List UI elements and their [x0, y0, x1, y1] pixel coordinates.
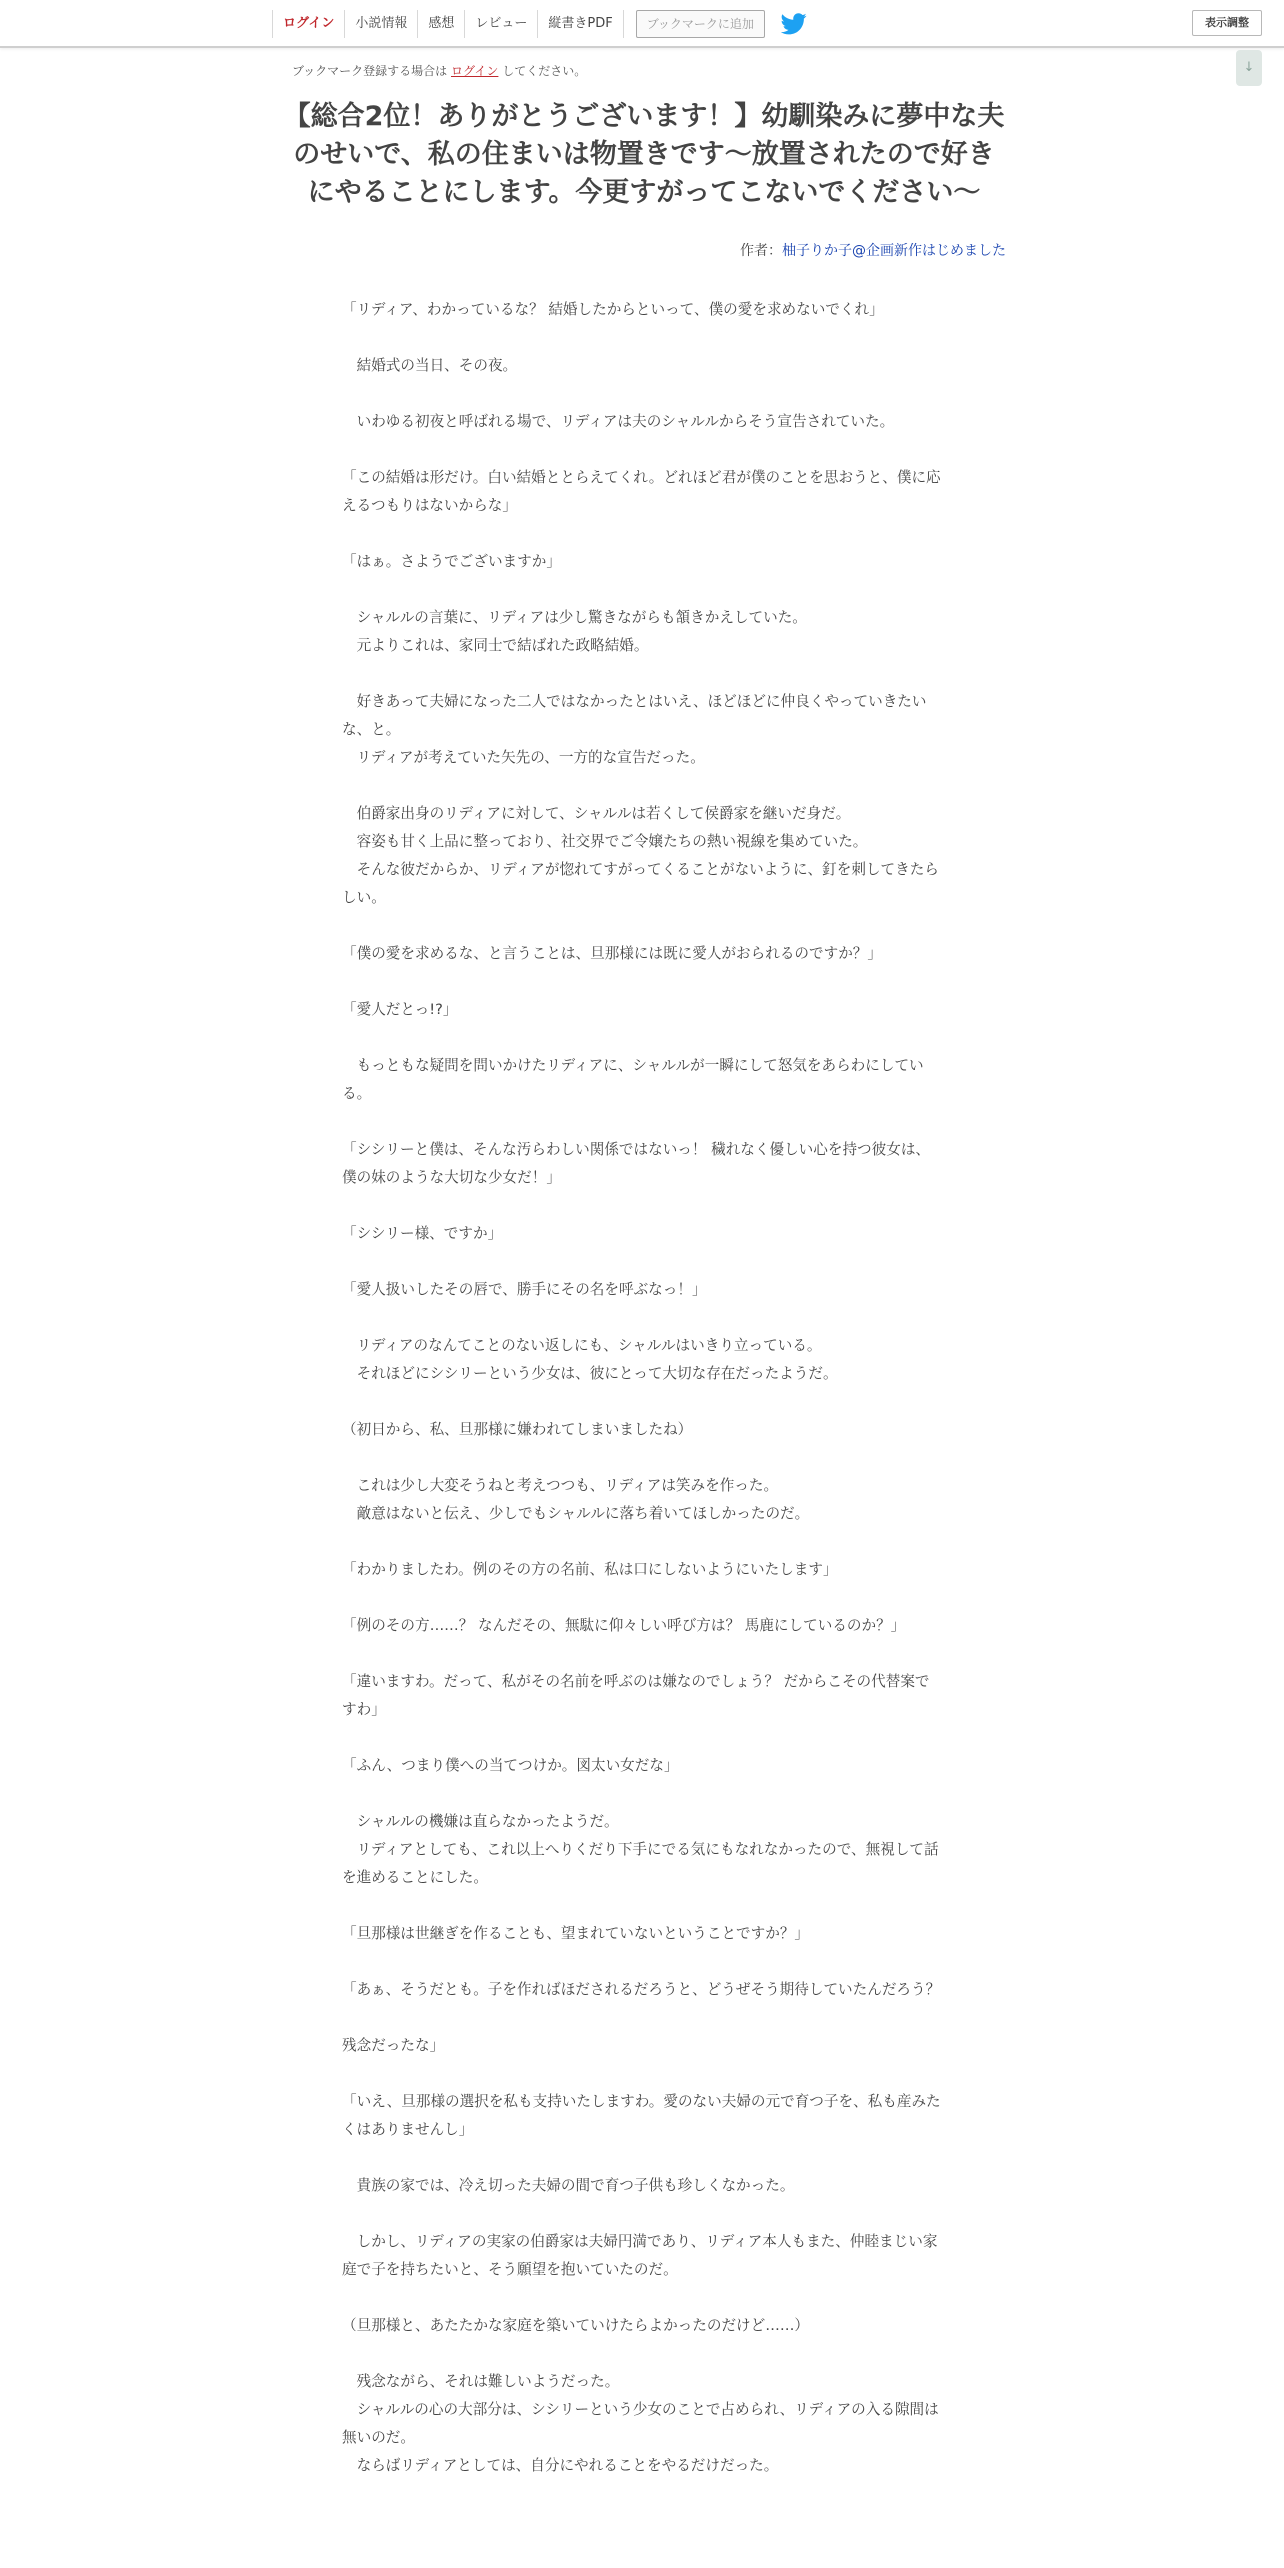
paragraph: 伯爵家出身のリディアに対して、シャルルは若くして侯爵家を継いだ身だ。	[342, 805, 851, 822]
paragraph: 「この結婚は形だけ。白い結婚ととらえてくれ。どれほど君が僕のことを思おうと、僕に応えるつもりはないからな」	[342, 469, 941, 514]
blank-line	[342, 1892, 942, 1920]
paragraph: 「旦那様は世継ぎを作ることも、望まれていないということですか？」	[342, 1925, 810, 1942]
paragraph: 「例のその方……？ なんだその、無駄に仰々しい呼び方は？ 馬鹿にしているのか？」	[342, 1617, 906, 1634]
blank-line	[342, 1192, 942, 1220]
bookmark-login-notice	[292, 62, 586, 79]
paragraph: シャルルの心の大部分は、シシリーという少女のことで占められ、リディアの入る隙間は無いのだ。	[342, 2401, 939, 2446]
paragraph: 敵意はないと伝え、少しでもシャルルに落ち着いてほしかったのだ。	[342, 1505, 810, 1522]
paragraph: いわゆる初夜と呼ばれる場で、リディアは夫のシャルルからそう宣告されていた。	[342, 413, 895, 430]
top-navigation-bar	[0, 0, 1284, 48]
blank-line	[342, 576, 942, 604]
novel-body-text	[342, 296, 942, 2480]
paragraph: 「シシリー様、ですか」	[342, 1225, 503, 1242]
blank-line	[342, 1388, 942, 1416]
blank-line	[342, 380, 942, 408]
blank-line	[342, 324, 942, 352]
blank-line	[342, 2144, 942, 2172]
paragraph: 残念ながら、それは難しいようだった。	[342, 2373, 620, 2390]
blank-line	[342, 1248, 942, 1276]
main-nav	[272, 8, 807, 39]
blank-line	[342, 1948, 942, 1976]
blank-line	[342, 520, 942, 548]
paragraph: 「僕の愛を求めるな、と言うことは、旦那様には既に愛人がおられるのですか？」	[342, 945, 882, 962]
paragraph: そんな彼だからか、リディアが惚れてすがってくることがないように、釘を刺してきたらしい。	[342, 861, 939, 906]
blank-line	[342, 1444, 942, 1472]
nav-impressions-link[interactable]: 感想	[417, 10, 464, 38]
paragraph: 「愛人だとっ!?」	[342, 1001, 458, 1018]
paragraph: 「はぁ。さようでございますか」	[342, 553, 561, 570]
blank-line	[342, 2004, 942, 2032]
blank-line	[342, 968, 942, 996]
blank-line	[342, 1584, 942, 1612]
paragraph: 「愛人扱いしたその唇で、勝手にその名を呼ぶなっ！」	[342, 1281, 707, 1298]
paragraph: 「わかりましたわ。例のその方の名前、私は口にしないようにいたします」	[342, 1561, 838, 1578]
paragraph: それほどにシシリーという少女は、彼にとって大切な存在だったようだ。	[342, 1365, 838, 1382]
paragraph: リディアのなんてことのない返しにも、シャルルはいきり立っている。	[342, 1337, 822, 1354]
blank-line	[342, 2284, 942, 2312]
paragraph: （初日から、私、旦那様に嫌われてしまいましたね）	[342, 1421, 693, 1438]
blank-line	[342, 660, 942, 688]
paragraph: 結婚式の当日、その夜。	[342, 357, 518, 374]
paragraph: 「違いますわ。だって、私がその名前を呼ぶのは嫌なのでしょう？ だからこその代替案ですわ」	[342, 1673, 930, 1718]
paragraph: （旦那様と、あたたかな家庭を築いていけたらよかったのだけど……）	[342, 2317, 810, 2334]
paragraph: 容姿も甘く上品に整っており、社交界でご令嬢たちの熱い視線を集めていた。	[342, 833, 868, 850]
twitter-bird-icon[interactable]	[781, 13, 807, 35]
author-name-link[interactable]: 柚子りか子@企画新作はじめました	[782, 243, 1006, 259]
paragraph: リディアが考えていた矢先の、一方的な宣告だった。	[342, 749, 705, 766]
paragraph: これは少し大変そうねと考えつつも、リディアは笑みを作った。	[342, 1477, 779, 1494]
blank-line	[342, 912, 942, 940]
novel-title: 【総合2位！ありがとうございます！】幼馴染みに夢中な夫のせいで、私の住まいは物置きです～放置されたので好きにやることにします。今更すがってこないでください～	[283, 101, 1005, 208]
paragraph: 「ふん、つまり僕への当てつけか。図太い女だな」	[342, 1757, 679, 1774]
notice-login-link[interactable]: ログイン	[451, 64, 499, 78]
blank-line	[342, 1108, 942, 1136]
blank-line	[342, 2060, 942, 2088]
paragraph: しかし、リディアの実家の伯爵家は夫婦円満であり、リディア本人もまた、仲睦まじい家庭で子を持ちたいと、そう願望を抱いていたのだ。	[342, 2233, 938, 2278]
paragraph: 「リディア、わかっているな？ 結婚したからといって、僕の愛を求めないでくれ」	[342, 301, 884, 318]
paragraph: 貴族の家では、冷え切った夫婦の間で育つ子供も珍しくなかった。	[342, 2177, 795, 2194]
author-line	[740, 240, 1006, 260]
paragraph: シャルルの機嫌は直らなかったようだ。	[342, 1813, 619, 1830]
blank-line	[342, 1304, 942, 1332]
blank-line	[342, 2200, 942, 2228]
paragraph: 「シシリーと僕は、そんな汚らわしい関係ではないっ！ 穢れなく優しい心を持つ彼女は、僕の妹のような大切な少女だ！」	[342, 1141, 931, 1186]
blank-line	[342, 1640, 942, 1668]
nav-login-link[interactable]: ログイン	[272, 10, 344, 38]
paragraph: もっともな疑問を問いかけたリディアに、シャルルが一瞬にして怒気をあらわにしている。	[342, 1057, 924, 1102]
author-label: 作者：	[740, 243, 782, 259]
paragraph: リディアとしても、これ以上へりくだり下手にでる気にもなれなかったので、無視して話を進めることにした。	[342, 1841, 939, 1886]
blank-line	[342, 436, 942, 464]
paragraph: 残念だったな」	[342, 2037, 445, 2054]
paragraph: ならばリディアとしては、自分にやれることをやるだけだった。	[342, 2457, 779, 2474]
blank-line	[342, 772, 942, 800]
blank-line	[342, 1724, 942, 1752]
nav-review-link[interactable]: レビュー	[464, 10, 537, 38]
blank-line	[342, 1528, 942, 1556]
nav-novel-info-link[interactable]: 小説情報	[344, 10, 417, 38]
paragraph: 元よりこれは、家同士で結ばれた政略結婚。	[342, 637, 649, 654]
blank-line	[342, 2340, 942, 2368]
notice-text-after: してください。	[502, 64, 587, 78]
arrow-down-icon[interactable]: ↓	[1236, 50, 1262, 86]
nav-vertical-pdf-link[interactable]: 縦書きPDF	[537, 10, 623, 38]
blank-line	[342, 1024, 942, 1052]
paragraph: 「あぁ、そうだとも。子を作ればほだされるだろうと、どうぜそう期待していたんだろう？	[342, 1981, 941, 1998]
display-settings-button[interactable]: 表示調整	[1192, 10, 1262, 36]
paragraph: 「いえ、旦那様の選択を私も支持いたしますわ。愛のない夫婦の元で育つ子を、私も産みたくはありませんし」	[342, 2093, 941, 2138]
notice-text-before: ブックマーク登録する場合は	[292, 64, 448, 78]
add-bookmark-button[interactable]: ブックマークに追加	[636, 10, 765, 38]
blank-line	[342, 1780, 942, 1808]
paragraph: 好きあって夫婦になった二人ではなかったとはいえ、ほどほどに仲良くやっていきたいな、と。	[342, 693, 927, 738]
paragraph: シャルルの言葉に、リディアは少し驚きながらも頷きかえしていた。	[342, 609, 807, 626]
